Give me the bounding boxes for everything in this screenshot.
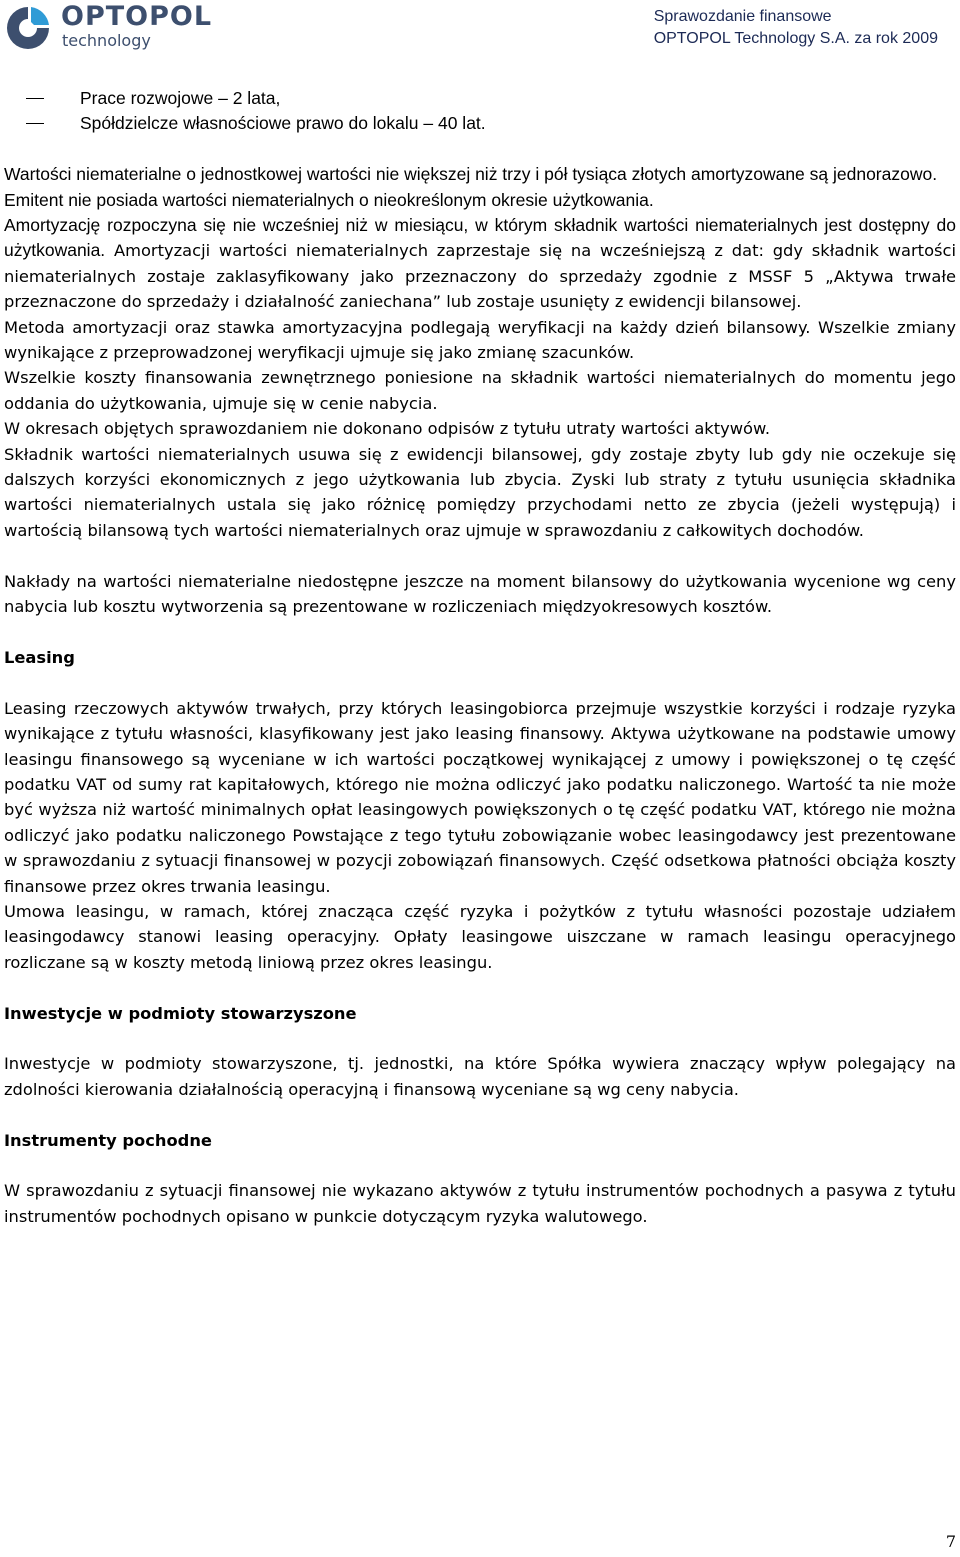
section-heading-investments: Inwestycje w podmioty stowarzyszone [4, 1003, 357, 1023]
paragraph-part: Amortyzację rozpoczyna się nie wcześniej niż w miesiącu, w którym składnik wartości niematerialnych jest dostępny do użytkowania. [4, 215, 956, 261]
paragraph: Wszelkie koszty finansowania zewnętrznego poniesione na składnik wartości niematerialnych do momentu jego oddania do użytkowania, ujmuje się w cenie nabycia. [4, 368, 956, 413]
paragraph: Wartości niematerialne o jednostkowej wartości nie większej niż trzy i pół tysiąca złotych amortyzowane są jednorazowo. [4, 164, 938, 185]
list-item [4, 86, 956, 111]
logo-sub-text: technology [62, 31, 151, 50]
section-heading-leasing: Leasing [4, 647, 75, 667]
spacer [4, 975, 956, 1000]
amortization-periods-list [4, 86, 956, 137]
dash-bullet-icon [26, 98, 44, 99]
dash-bullet-icon [26, 123, 44, 124]
spacer [4, 1026, 956, 1051]
paragraph: W okresach objętych sprawozdaniem nie dokonano odpisów z tytułu utraty wartości aktywów. [4, 419, 771, 439]
paragraph: Leasing rzeczowych aktywów trwałych, przy których leasingobiorca przejmuje wszystkie korzyści i rodzaje ryzyka wynikające z tytułu własności, klasyfikowany jest jako leasing finansowy. Aktywa użytkowane na podstawie umowy leasingu finansowego są wyceniane w ich wartości początkowej wynikającej z umowy i powiększonej o tę część podatku VAT od sumy rat kapitałowych, którego nie można odliczyć jako podatku naliczonego. Wartość ta nie może być wyższa niż wartość minimalnych opłat leasingowych powiększonych o tę część podatku VAT, którego nie można odliczyć jako podatku naliczonego Powstające z tego tytułu zobowiązanie wobec leasingodawcy jest prezentowane w sprawozdaniu z sytuacji finansowej w pozycji zobowiązań finansowych. Część odsetkowa płatności obciąża koszty finansowe przez okres trwania leasingu. [4, 698, 956, 896]
spacer [4, 1102, 956, 1127]
spacer [4, 620, 956, 645]
paragraph: Nakłady na wartości niematerialne niedostępne jeszcze na moment bilansowy do użytkowania wycenione wg ceny nabycia lub kosztu wytworzenia są prezentowane w rozliczeniach międzyokresowych kosztów. [4, 571, 956, 617]
page-number: 7 [945, 1532, 956, 1551]
page-header [0, 0, 960, 55]
paragraph: Metoda amortyzacji oraz stawka amortyzacyjna podlegają weryfikacji na każdy dzień bilansowy. Wszelkie zmiany wynikające z przeprowadzonej weryfikacji ujmuje się jako zmianę szacunków. [4, 317, 956, 363]
spacer [4, 670, 956, 695]
paragraph-part: Amortyzacji wartości niematerialnych zaprzestaje się na wcześniejszą z dat: gdy składnik wartości niematerialnych zostaje zaklasyfikowany jako przeznaczony do sprzedaży zgodnie z MSSF 5 „Aktywa trwałe przeznaczone do sprzedaży i działalność zaniechana” lub zostaje usunięty z ewidencji bilansowej. [4, 241, 956, 312]
paragraph: W sprawozdaniu z sytuacji finansowej nie wykazano aktywów z tytułu instrumentów pochodnych a pasywa z tytułu instrumentów pochodnych opisano w punkcie dotyczącym ryzyka walutowego. [4, 1181, 956, 1226]
report-title-line-2: OPTOPOL Technology S.A. za rok 2009 [653, 30, 938, 47]
paragraph: Umowa leasingu, w ramach, której znacząca część ryzyka i pożytków z tytułu własności pozostaje udziałem leasingodawcy stanowi leasing operacyjny. Opłaty leasingowe uiszczane w ramach leasingu operacyjnego rozliczane są w koszty metodą liniową przez okres leasingu. [4, 901, 956, 972]
spacer [4, 1153, 956, 1178]
list-item [4, 111, 956, 136]
section-heading-derivatives: Instrumenty pochodne [4, 1130, 212, 1150]
list-item-text: Spółdzielcze własnościowe prawo do lokalu – 40 lat. [80, 113, 486, 134]
report-title [654, 6, 938, 50]
paragraph [4, 213, 956, 315]
report-title-line-1: Sprawozdanie finansowe [653, 8, 832, 25]
spacer [4, 137, 956, 162]
spacer [4, 543, 956, 568]
logo-brand-text: OPTOPOL [61, 1, 213, 32]
company-logo [5, 1, 245, 51]
paragraph: Inwestycje w podmioty stowarzyszone, tj. jednostki, na które Spółka wywiera znaczący wpływ polegający na zdolności kierowania działalnością operacyjną i finansową wyceniane są wg ceny nabycia. [4, 1054, 956, 1099]
list-item-text: Prace rozwojowe – 2 lata, [80, 88, 281, 108]
paragraph: Składnik wartości niematerialnych usuwa się z ewidencji bilansowej, gdy zostaje zbyty lub gdy nie oczekuje się dalszych korzyści ekonomicznych z jego użytkowania lub zbycia. Zyski lub straty z tytułu usunięcia składnika wartości niematerialnych ustala się jako różnicę pomiędzy przychodami netto ze zbycia (jeżeli występują) i wartością bilansową tych wartości niematerialnych oraz ujmuje w sprawozdaniu z całkowitych dochodów. [4, 444, 956, 540]
document-body [4, 86, 956, 1229]
optopol-logo-icon [5, 5, 51, 51]
paragraph: Emitent nie posiada wartości niematerialnych o nieokreślonym okresie użytkowania. [4, 189, 654, 210]
